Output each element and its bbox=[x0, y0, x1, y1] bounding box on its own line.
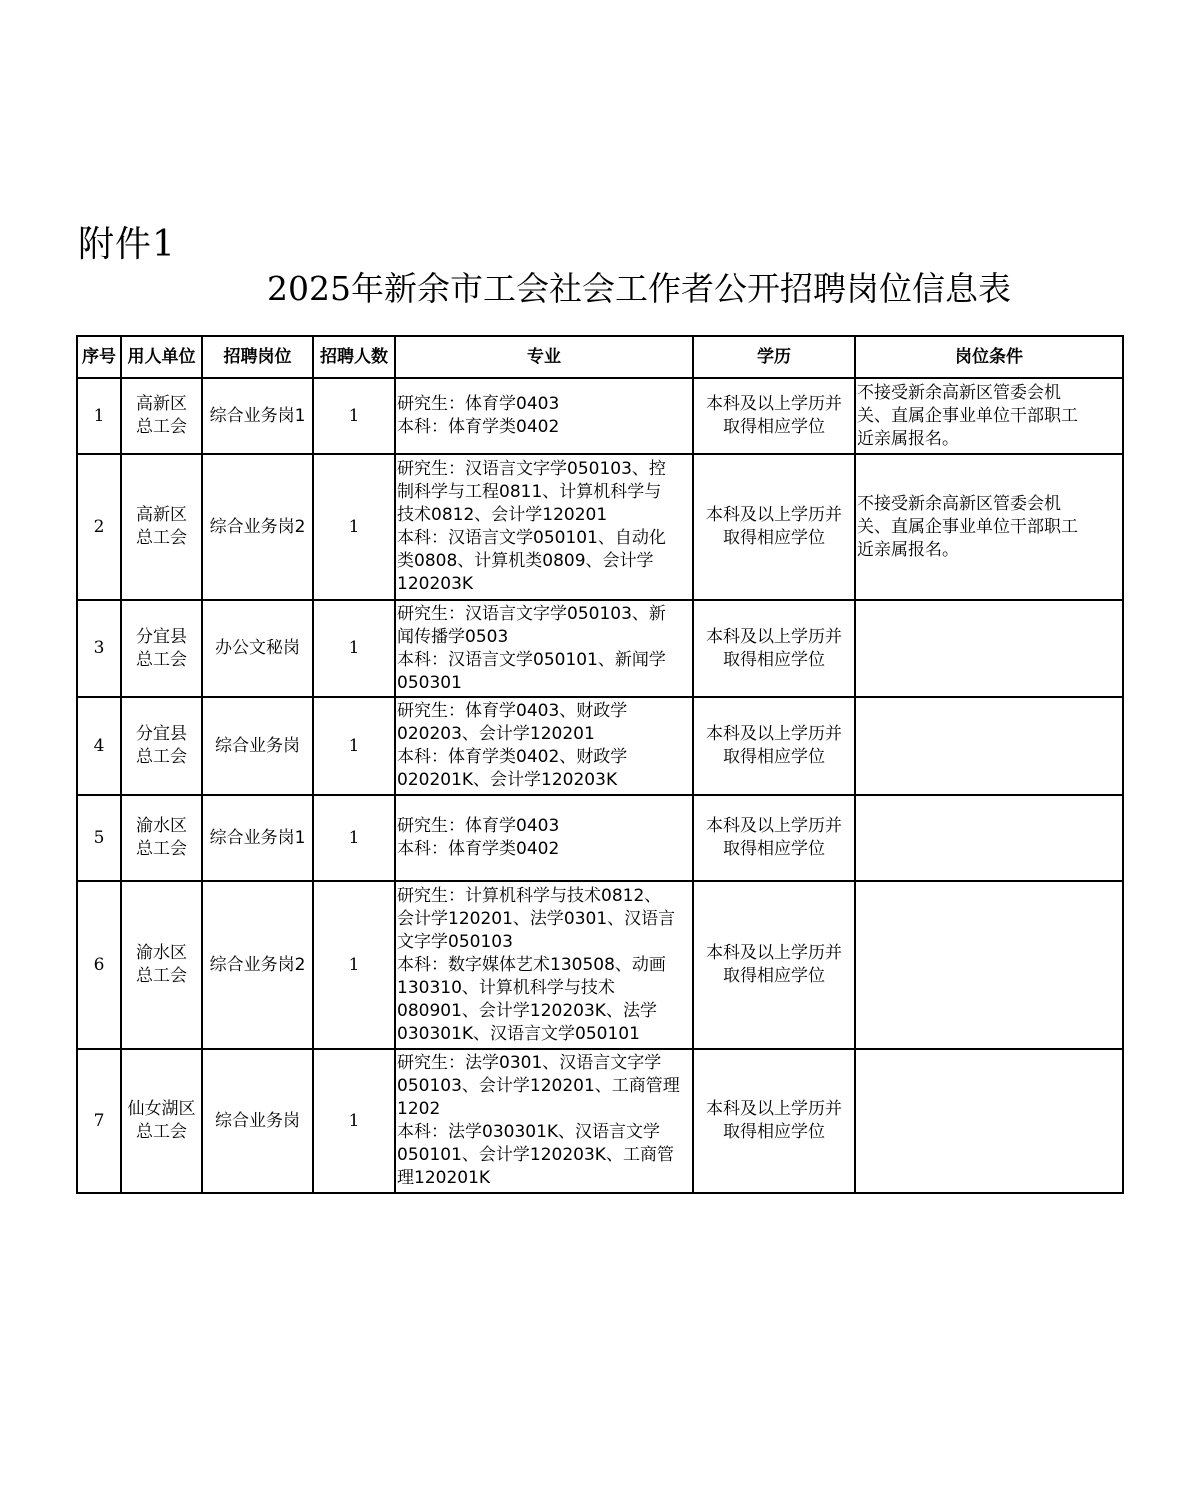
row-major: 研究生：体育学0403 本科：体育学类0402 bbox=[395, 795, 693, 881]
row-post: 办公文秘岗 bbox=[202, 600, 313, 697]
row-num: 3 bbox=[77, 600, 121, 697]
row-post: 综合业务岗1 bbox=[202, 795, 313, 881]
header-unit: 用人单位 bbox=[121, 336, 202, 378]
row-education: 本科及以上学历并 取得相应学位 bbox=[693, 600, 855, 697]
row-count: 1 bbox=[313, 1049, 395, 1193]
table-row bbox=[77, 795, 1123, 881]
row-major: 研究生：汉语言文字学050103、控 制科学与工程0811、计算机科学与 技术0812、会计学120201 本科：汉语言文学050101、自动化 类0808、计算机类0809、会计学 120203K bbox=[395, 454, 693, 600]
row-count: 1 bbox=[313, 795, 395, 881]
row-num: 2 bbox=[77, 454, 121, 600]
job-info-table bbox=[76, 335, 1124, 1194]
row-major: 研究生：体育学0403、财政学 020203、会计学120201 本科：体育学类0402、财政学 020201K、会计学120203K bbox=[395, 697, 693, 795]
row-unit: 高新区 总工会 bbox=[121, 454, 202, 600]
row-post: 综合业务岗1 bbox=[202, 378, 313, 454]
row-major: 研究生：体育学0403 本科：体育学类0402 bbox=[395, 378, 693, 454]
header-major: 专业 bbox=[395, 336, 693, 378]
row-conditions bbox=[855, 600, 1123, 697]
row-num: 5 bbox=[77, 795, 121, 881]
table-row bbox=[77, 600, 1123, 697]
row-unit: 渝水区 总工会 bbox=[121, 881, 202, 1049]
document-title: 2025年新余市工会社会工作者公开招聘岗位信息表 bbox=[267, 269, 1011, 308]
row-unit: 分宜县 总工会 bbox=[121, 697, 202, 795]
row-unit: 高新区 总工会 bbox=[121, 378, 202, 454]
row-count: 1 bbox=[313, 454, 395, 600]
row-count: 1 bbox=[313, 600, 395, 697]
row-num: 6 bbox=[77, 881, 121, 1049]
row-unit: 渝水区 总工会 bbox=[121, 795, 202, 881]
row-education: 本科及以上学历并 取得相应学位 bbox=[693, 454, 855, 600]
table-header-row bbox=[77, 336, 1123, 378]
table-row bbox=[77, 378, 1123, 454]
row-post: 综合业务岗 bbox=[202, 697, 313, 795]
header-education: 学历 bbox=[693, 336, 855, 378]
header-conditions: 岗位条件 bbox=[855, 336, 1123, 378]
row-post: 综合业务岗2 bbox=[202, 454, 313, 600]
row-education: 本科及以上学历并 取得相应学位 bbox=[693, 378, 855, 454]
row-post: 综合业务岗2 bbox=[202, 881, 313, 1049]
row-conditions bbox=[855, 881, 1123, 1049]
attachment-label: 附件1 bbox=[78, 224, 176, 265]
header-post: 招聘岗位 bbox=[202, 336, 313, 378]
row-post: 综合业务岗 bbox=[202, 1049, 313, 1193]
row-count: 1 bbox=[313, 697, 395, 795]
row-conditions bbox=[855, 795, 1123, 881]
row-conditions bbox=[855, 697, 1123, 795]
row-major: 研究生：法学0301、汉语言文字学 050103、会计学120201、工商管理 1202 本科：法学030301K、汉语言文学 050101、会计学120203K、工商管 理120201K bbox=[395, 1049, 693, 1193]
table-row bbox=[77, 1049, 1123, 1193]
row-num: 1 bbox=[77, 378, 121, 454]
row-conditions: 不接受新余高新区管委会机 关、直属企事业单位干部职工 近亲属报名。 bbox=[855, 378, 1123, 454]
row-num: 7 bbox=[77, 1049, 121, 1193]
row-education: 本科及以上学历并 取得相应学位 bbox=[693, 1049, 855, 1193]
row-education: 本科及以上学历并 取得相应学位 bbox=[693, 795, 855, 881]
header-count: 招聘人数 bbox=[313, 336, 395, 378]
row-unit: 仙女湖区 总工会 bbox=[121, 1049, 202, 1193]
row-education: 本科及以上学历并 取得相应学位 bbox=[693, 881, 855, 1049]
row-count: 1 bbox=[313, 881, 395, 1049]
table-row bbox=[77, 881, 1123, 1049]
row-count: 1 bbox=[313, 378, 395, 454]
row-major: 研究生：计算机科学与技术0812、 会计学120201、法学0301、汉语言 文字学050103 本科：数字媒体艺术130508、动画 130310、计算机科学与技术 080901、会计学120203K、法学 030301K、汉语言文学050101 bbox=[395, 881, 693, 1049]
row-unit: 分宜县 总工会 bbox=[121, 600, 202, 697]
header-num: 序号 bbox=[77, 336, 121, 378]
row-num: 4 bbox=[77, 697, 121, 795]
row-education: 本科及以上学历并 取得相应学位 bbox=[693, 697, 855, 795]
row-conditions bbox=[855, 1049, 1123, 1193]
row-conditions: 不接受新余高新区管委会机 关、直属企事业单位干部职工 近亲属报名。 bbox=[855, 454, 1123, 600]
row-major: 研究生：汉语言文字学050103、新 闻传播学0503 本科：汉语言文学050101、新闻学 050301 bbox=[395, 600, 693, 697]
table-row bbox=[77, 697, 1123, 795]
table-row bbox=[77, 454, 1123, 600]
